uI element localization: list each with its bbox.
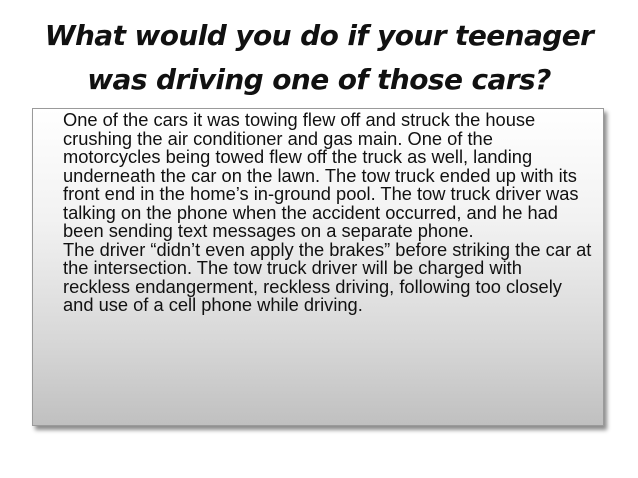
slide-title <box>20 14 618 102</box>
paragraph-driver-charges: The driver “didn’t even apply the brakes” before striking the car at the intersection. The tow truck driver will be charged with reckless endangerment, reckless driving, following too closely and use of a cell phone while driving. <box>63 238 592 315</box>
slide-title-line-2: was driving one of those cars? <box>87 63 551 96</box>
slide-title-line-1: What would you do if your teenager <box>44 19 594 52</box>
content-text-box <box>32 108 604 426</box>
paragraph-accident-details: One of the cars it was towing flew off and struck the house crushing the air conditioner and gas main. One of the motorcycles being towed flew off the truck as well, landing underneath the car on the lawn. The tow truck ended up with its front end in the home’s in-ground pool. The tow truck driver was talking on the phone when the accident occurred, and he had been sending text messages on a separate phone. <box>63 109 579 241</box>
